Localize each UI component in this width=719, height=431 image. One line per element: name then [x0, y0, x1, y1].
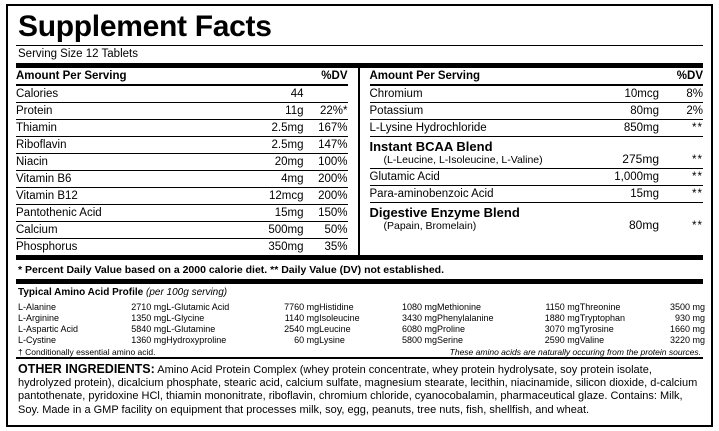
nutrient-name: Protein	[16, 103, 234, 120]
nutrient-amount: 20mg	[234, 154, 303, 171]
amino-name: Methionine	[436, 301, 482, 312]
left-column	[16, 68, 360, 255]
right-header-dv-label: %DV	[659, 68, 703, 85]
nutrient-amount: 2.5mg	[234, 120, 303, 137]
amino-value: 7760 mg	[284, 301, 320, 312]
nutrient-name: Phosphorus	[16, 241, 78, 253]
nutrient-name: Calories	[16, 85, 234, 103]
table-row	[16, 85, 348, 103]
nutrient-dv: **	[659, 186, 703, 203]
nutrient-name-blend	[370, 203, 600, 235]
amino-value: 1360 mg	[131, 334, 167, 345]
nutrient-dv: 150%	[304, 205, 348, 222]
nutrient-dv: **	[659, 169, 703, 186]
nutrient-dv: **	[692, 220, 703, 232]
amino-value: 3500 mg	[669, 301, 705, 312]
nutrient-name: Glutamic Acid	[370, 169, 600, 186]
table-row	[370, 137, 704, 169]
table-row	[16, 154, 348, 171]
blend-name: Instant BCAA Blend	[369, 139, 493, 154]
facts-columns	[16, 68, 703, 255]
other-ingredients	[18, 363, 701, 417]
nutrient-amount: 4mg	[234, 171, 303, 188]
amino-value: 1350 mg	[131, 312, 167, 323]
nutrient-amount: 80mg	[628, 218, 659, 232]
table-row	[370, 120, 704, 137]
nutrient-dv: 147%	[304, 137, 348, 154]
nutrient-amount: 2.5mg	[234, 137, 303, 154]
amino-value: 2540 mg	[284, 323, 320, 334]
amino-value: 1660 mg	[669, 323, 705, 334]
nutrient-name-blend	[370, 137, 600, 169]
daily-value-footnote: * Percent Daily Value based on a 2000 calorie diet. ** Daily Value (DV) not established.	[18, 264, 444, 276]
amino-value: 60 mg	[294, 334, 320, 345]
nutrient-name: Pantothenic Acid	[16, 205, 234, 222]
table-row	[370, 169, 704, 186]
blend-subtext: (L-Leucine, L-Isoleucine, L-Valine)	[383, 154, 543, 166]
nutrient-dv: 35%	[324, 241, 348, 253]
amino-value: 1080 mg	[401, 301, 437, 312]
nutrient-dv: 22%*	[304, 103, 348, 120]
amino-name: Isoleucine	[319, 312, 360, 323]
table-header-row	[16, 68, 348, 85]
nutrient-name: Niacin	[16, 154, 234, 171]
table-row	[16, 222, 348, 239]
amino-footnote-right: These amino acids are naturally occuring from the protein sources.	[449, 347, 701, 357]
amino-name: Tryptophan	[579, 312, 625, 323]
amino-name: Histidine	[319, 301, 354, 312]
table-row	[370, 85, 704, 103]
right-nutrient-table	[370, 68, 704, 234]
table-row	[16, 137, 348, 154]
nutrient-amount: 44	[234, 85, 303, 103]
amino-value: 3430 mg	[401, 312, 437, 323]
nutrient-dv: 8%	[659, 85, 703, 103]
nutrient-dv: 200%	[304, 188, 348, 205]
left-header-spacer	[234, 68, 303, 85]
table-row	[16, 188, 348, 205]
nutrient-amount: 15mg	[600, 186, 659, 203]
nutrient-dv: 200%	[304, 171, 348, 188]
right-header-spacer	[600, 68, 659, 85]
table-row	[18, 301, 705, 312]
amino-value: 3220 mg	[669, 334, 705, 345]
nutrient-name: Thiamin	[16, 120, 234, 137]
left-nutrient-table	[16, 68, 348, 255]
nutrient-amount: 15mg	[234, 205, 303, 222]
amino-name: Leucine	[319, 323, 351, 334]
other-ingredients-text: Amino Acid Protein Complex (whey protein concentrate, whey protein hydrolysate, soy protein isolate, hydrolyzed protein), dicalcium phosphate, stearic acid, calcium sulfate, magnesium stearate, lecithin, niacinamide, silicon dioxide, d-calcium pantothenate, pyridoxine HCl, thiamin mononitrate, riboflavin, chromium chloride, cyanocobalamin, pharmaceutical glaze. Contains: Milk, Soy. Made in a GMP facility on equipment that processes milk, soy, egg, peanuts, tree nuts, fish, shellfish, and wheat.	[18, 364, 698, 416]
amino-value: 2710 mg	[131, 301, 167, 312]
blend-subtext: (Papain, Bromelain)	[383, 220, 477, 232]
amino-name: Proline	[436, 323, 465, 334]
amino-value: 1150 mg	[545, 301, 580, 312]
nutrient-name: Para-aminobenzoic Acid	[370, 186, 600, 203]
table-row	[370, 203, 704, 235]
amino-name: Hydroxyproline	[166, 334, 227, 345]
table-row	[18, 334, 705, 345]
nutrient-amount: 500mg	[234, 222, 303, 239]
amino-name: L-Alanine	[18, 301, 57, 312]
nutrient-dv: 167%	[304, 120, 348, 137]
nutrient-dv: 100%	[304, 154, 348, 171]
amino-name: L-Glutamine	[166, 323, 216, 334]
amino-name: Lysine	[319, 334, 345, 345]
amino-name: Tyrosine	[579, 323, 614, 334]
table-row	[18, 323, 705, 334]
nutrient-name: Potassium	[370, 103, 600, 120]
amino-value: 930 mg	[674, 312, 705, 323]
amino-name: L-Glutamic Acid	[166, 301, 230, 312]
amino-name: Threonine	[579, 301, 621, 312]
table-row	[16, 103, 348, 120]
footnote-bottom-rule	[16, 279, 703, 284]
amino-value: 6080 mg	[401, 323, 437, 334]
amino-name: Serine	[436, 334, 463, 345]
amino-name: L-Cystine	[18, 334, 57, 345]
nutrient-name: Vitamin B12	[16, 188, 234, 205]
nutrient-name: L-Lysine Hydrochloride	[370, 120, 600, 137]
nutrient-amount: 350mg	[268, 241, 304, 253]
nutrient-dv: 2%	[659, 103, 703, 120]
footnote-top-rule	[16, 255, 703, 260]
left-header-dv-label: %DV	[304, 68, 348, 85]
blend-name: Digestive Enzyme Blend	[369, 205, 520, 220]
amino-footnote-left: † Conditionally essential amino acid.	[18, 347, 156, 357]
amino-acid-title-text: Typical Amino Acid Profile	[18, 287, 146, 298]
page-title: Supplement Facts	[18, 10, 272, 43]
other-ingredients-heading: OTHER INGREDIENTS:	[18, 362, 155, 376]
nutrient-name: Vitamin B6	[16, 171, 234, 188]
amino-value: 1880 mg	[544, 312, 580, 323]
nutrient-amount: 10mcg	[600, 85, 659, 103]
nutrient-amount: 11g	[234, 103, 303, 120]
amino-value: 5800 mg	[401, 334, 437, 345]
nutrient-amount: 275mg	[600, 137, 659, 169]
nutrient-name: Calcium	[16, 222, 234, 239]
right-header-amount-label: Amount Per Serving	[370, 68, 600, 85]
nutrient-amount: 12mcg	[234, 188, 303, 205]
supplement-facts-panel	[6, 4, 713, 427]
nutrient-amount: 1,000mg	[600, 169, 659, 186]
amino-value: 2590 mg	[544, 334, 580, 345]
amino-name: Valine	[579, 334, 605, 345]
amino-name: Phenylalanine	[436, 312, 494, 323]
left-header-amount-label: Amount Per Serving	[16, 68, 234, 85]
amino-value: 5840 mg	[131, 323, 167, 334]
nutrient-name: Riboflavin	[16, 137, 234, 154]
table-header-row	[370, 68, 704, 85]
table-row	[16, 239, 348, 256]
amino-value: 1140 mg	[284, 312, 320, 323]
nutrient-dv: 50%	[304, 222, 348, 239]
nutrient-name: Chromium	[370, 85, 600, 103]
right-column	[360, 68, 704, 255]
nutrient-dv: **	[659, 120, 703, 137]
amino-name: L-Glycine	[166, 312, 205, 323]
table-row	[370, 186, 704, 203]
amino-acid-footnotes	[18, 347, 701, 357]
amino-acid-title-note: (per 100g serving)	[145, 287, 228, 298]
serving-size: Serving Size 12 Tablets	[18, 48, 138, 60]
title-divider	[16, 45, 703, 46]
nutrient-dv	[304, 85, 348, 103]
nutrient-dv: **	[659, 137, 703, 169]
table-row	[18, 312, 705, 323]
amino-name: L-Aspartic Acid	[18, 323, 79, 334]
nutrient-amount: 850mg	[600, 120, 659, 137]
table-row	[16, 171, 348, 188]
table-row	[16, 205, 348, 222]
amino-acid-table	[18, 301, 705, 345]
amino-name: L-Arginine	[18, 312, 60, 323]
table-row	[16, 120, 348, 137]
table-row	[370, 103, 704, 120]
other-ingredients-rule	[16, 357, 703, 359]
amino-value: 3070 mg	[544, 323, 580, 334]
nutrient-amount: 80mg	[600, 103, 659, 120]
amino-acid-title	[18, 287, 703, 298]
